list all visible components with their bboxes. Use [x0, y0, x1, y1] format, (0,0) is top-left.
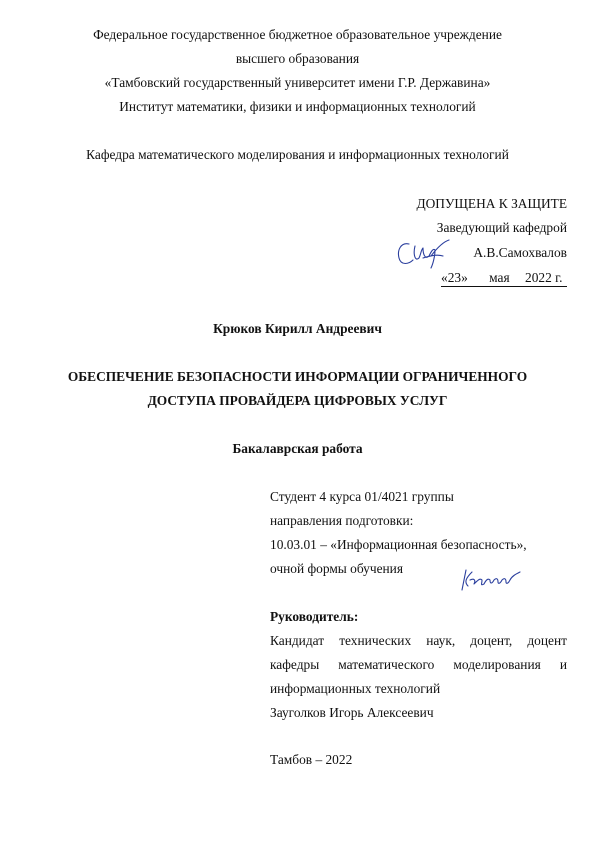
student-line-1: Студент 4 курса 01/4021 группы [270, 489, 454, 504]
institute-name: Институт математики, физики и информационных технологий [119, 99, 476, 114]
supervisor-word: и [559, 657, 567, 672]
org-line-1: Федеральное государственное бюджетное образовательное учреждение [93, 27, 502, 42]
supervisor-word: математического [338, 657, 435, 672]
head-signature-icon [395, 236, 453, 270]
supervisor-line-3: информационных технологий [270, 681, 441, 696]
supervisor-word: кафедры [270, 657, 320, 672]
student-line-3: 10.03.01 – «Информационная безопасность», [270, 537, 527, 552]
student-line-2: направления подготовки: [270, 513, 414, 528]
supervisor-word: моделирования [453, 657, 541, 672]
org-line-2: высшего образования [235, 51, 360, 66]
supervisor-label: Руководитель: [270, 609, 359, 624]
city-year: Тамбов – 2022 [270, 752, 353, 767]
approval-status: ДОПУЩЕНА К ЗАЩИТЕ [416, 196, 567, 211]
thesis-title-line-1: ОБЕСПЕЧЕНИЕ БЕЗОПАСНОСТИ ИНФОРМАЦИИ ОГРАНИЧЕННОГО [67, 369, 528, 384]
thesis-title-line-2: ДОСТУПА ПРОВАЙДЕРА ЦИФРОВЫХ УСЛУГ [147, 393, 448, 408]
supervisor-word: технических [339, 633, 412, 648]
supervisor-word: доцент, [470, 633, 513, 648]
student-info [270, 487, 567, 583]
author-name: Крюков Кирилл Андреевич [213, 321, 382, 336]
approval-date-month: мая [489, 270, 510, 285]
supervisor-line-2 [270, 655, 567, 679]
supervisor-name: Зауголков Игорь Алексеевич [270, 705, 434, 720]
supervisor-word: наук, [426, 633, 456, 648]
supervisor-word: Кандидат [270, 633, 325, 648]
supervisor-word: доцент [527, 633, 567, 648]
supervisor-info [270, 607, 567, 727]
approval-date-day: «23» [441, 270, 468, 285]
university-name: «Тамбовский государственный университет имени Г.Р. Державина» [104, 75, 491, 90]
work-type: Бакалаврская работа [232, 441, 363, 456]
supervisor-line-1 [270, 631, 567, 655]
approval-date [441, 270, 567, 287]
student-signature-icon [458, 566, 522, 594]
student-line-4: очной формы обучения [270, 561, 404, 576]
approval-name: А.В.Самохвалов [473, 245, 567, 260]
department-name: Кафедра математического моделирования и информационных технологий [86, 147, 509, 162]
approval-date-year: 2022 г. [525, 270, 563, 285]
approval-position: Заведующий кафедрой [436, 220, 567, 235]
